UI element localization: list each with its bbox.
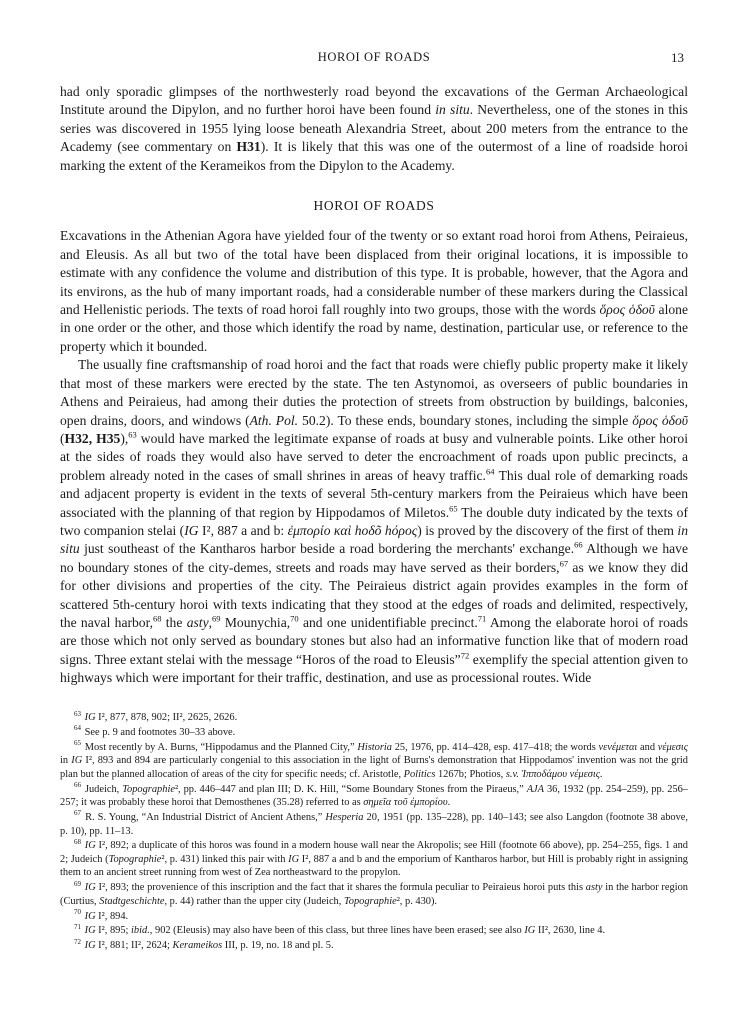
text-run: asty [186,614,209,630]
text-run: Politics [403,768,436,780]
text-run: H32, H35 [64,430,121,446]
footnote-number: 70 [74,908,81,917]
text-run: This dual role of demarking roads and adjacent property is evident in the texts of several 5th-century markers from the Peiraieus which have been associated with the planning of that region by Hippodamos of Miletos. [60,467,688,520]
text-run: ², p. 430). [396,895,438,907]
text-run: asty [585,882,603,894]
text-run: the [161,614,187,630]
footnote-ref: 64 [485,466,495,477]
footnote-ref: 72 [460,650,470,661]
text-run: ). It is likely that this was one of the outermost of a line of roadside horoi marking the extent of the Kerameikos from the Dipylon to the Academy. [60,139,688,173]
text-run: I², 892; a duplicate of this horos was found in a modern house wall near the Akropolis; see Hill (footnote 66 above), pp. 254–255, figs. 1 and 2; Judeich ( [60,840,688,865]
text-run: Historia [357,741,392,753]
text-run: . Nevertheless, one of the stones in this series was discovered in 1955 lying loose beneath Alexandria Street, about 200 meters from the entrance to the Academy (see commentary on [60,102,688,155]
footnote [60,881,688,908]
text-run: had only sporadic glimpses of the northwesterly road beyond the excavations of the German Archaeological Institute around the Dipylon, and no further horoi have been found [60,84,688,118]
text-run: in the harbor region (Curtius, [60,882,688,907]
text-run: 50.2). To these ends, boundary stones, including the simple [298,412,633,428]
footnote-number: 68 [74,837,81,846]
footnote-number: 69 [74,879,81,888]
text-run: I², 894. [95,910,129,922]
text-run: Mounychia, [220,614,291,630]
text-run: AJA [526,783,545,795]
text-run: in situ [60,522,688,557]
text-run: ἐμπορίο καὶ hoδõ hόρος [287,522,418,538]
text-run: R. S. Young, “An Industrial District of Ancient Athens,” [85,811,326,823]
text-run: ibid. [131,925,150,937]
footnote-number: 72 [74,937,81,946]
footnote-ref: 66 [574,539,583,550]
footnote [60,741,688,782]
text-run: as we know they did for other divisions and properties of the city. The Peiraieus district again provides examples in the form of scattered 5th-century horoi with texts indicating that they stood at the edges of roads and delimited, respectively, the naval harbor, [60,559,688,630]
footnote [60,939,688,953]
text-run: I², 895; [95,925,132,937]
text-run: , [208,614,213,630]
text-run: I², 893 and 894 are particularly congenial to this association in the light of Burns's demonstration that Hippodamos' invention was not the grid plan but the planned allocation of areas of the city for specific needs; cf. Aristotle, [60,755,688,780]
text-run: I², 881; II², 2624; [95,940,173,952]
text-run: H31 [236,139,261,155]
text-run: in situ [435,102,470,118]
text-run: II², 2630, line 4. [535,925,606,937]
text-run: I², 887 a and b and the emporium of Kantharos harbor, but Hill is probably right in assigning them to an ancient street running from west of Zea northeastward to the propylon. [60,853,688,879]
text-run: ( [60,430,65,446]
text-run: just southeast of the Kantharos harbor beside a road bordering the merchants' exchange. [79,541,575,557]
text-run: , 902 (Eleusis) may also have been of this class, but three lines have been erased; see also [149,925,525,937]
text-run: 1267b; Photios, [435,768,506,780]
text-run: alone in one order or the other, and those which identify the road by name, destination, particular use, or reference to the property which it bounded. [60,302,688,354]
text-run: . [447,797,451,809]
text-run: Hesperia [325,811,364,823]
text-run: ) is proved by the discovery of the first of them [417,522,678,538]
text-run: IG [84,712,96,723]
text-run: IG [84,940,96,952]
text-run: ὅρος ὁδοῦ [632,412,689,428]
text-run: νέμεσις [657,741,688,753]
text-run: would have marked the legitimate expanse of roads at busy and vulnerable points. Like other horoi at the sides of roads they would also have served to deter the encroachment of roads upon public precincts, a problem already noted in the cases of small shrines in areas of heavy traffic. [60,430,688,483]
footnote-number: 63 [74,709,81,718]
text-run: ², p. 431) linked this pair with [161,853,289,865]
text-run: Among the elaborate horoi of roads are those which not only served as boundary stones but also had an informative function like that of modern road signs. Three extant stelai with the message “Horos of the road to Eleusis” [60,614,688,667]
page-number: 13 [671,50,684,65]
text-run: The double duty indicated by the texts of two companion stelai ( [60,504,688,538]
text-run: IG [84,910,96,922]
text-run: Topographie [343,895,397,907]
text-run: Although we have no boundary stones of the city-demes, streets and roads may have served as their borders, [60,541,689,575]
footnote-ref: 68 [152,613,162,624]
paragraph-2 [60,356,688,687]
text-run: , p. 44) rather than the upper city (Judeich, [164,895,344,907]
text-run: IG [71,755,83,767]
footnote [60,726,688,740]
text-run: See p. 9 and footnotes 30–33 above. [84,726,236,738]
footnote-ref: 70 [290,613,299,624]
footnote [60,811,688,838]
paragraph-1 [60,227,688,356]
text-run: IG [524,925,536,937]
text-run: Topographie [122,783,175,795]
text-run: I², 887 a and b: [198,522,288,538]
text-run: The usually fine craftsmanship of road horoi and the fact that roads were chiefly public property make it likely that most of these markers were erected by the state. The ten Astynomoi, as overseers of public boundaries in Athens and Peiraieus, had among their duties the protection of streets from obstruction by buildings, balconies, open drains, doors, and windows ( [60,357,688,428]
text-run: I², 893; the provenience of this inscription and the fact that it shares the formula peculiar to Peiraieus horoi puts this [95,882,586,894]
body-text [60,83,688,688]
footnote-ref: 67 [559,558,569,569]
text-run: Kerameikos [172,940,223,952]
text-run: IG [84,840,96,852]
text-run: ὅρος ὁδοῦ [599,302,655,318]
text-run: ), [120,430,129,446]
text-run: Most recently by A. Burns, “Hippodamus and the Planned City,” [84,741,358,753]
footnote [60,924,688,938]
footnote [60,839,688,880]
footnote-number: 67 [74,809,81,818]
footnote-ref: 65 [449,503,458,513]
footnotes [60,711,688,954]
text-run: σημεῖα τοῦ ἐμπορίου [363,797,448,809]
footnote-number: 64 [74,724,81,733]
text-run: III, p. 19, no. 18 and pl. 5. [222,940,334,952]
text-run: Judeich, [84,783,123,795]
text-run: 25, 1976, pp. 414–428, esp. 417–418; the words [391,741,599,753]
intro-paragraph [60,83,688,175]
text-run: 36, 1932 (pp. 254–259), pp. 256–257; it was probably these horoi that Demosthenes (35.28) referred to as [60,783,688,809]
text-run: Topographie [108,853,162,865]
footnote [60,711,688,725]
footnote [60,910,688,924]
running-head [60,50,688,70]
footnote-ref: 71 [477,613,487,624]
text-run: IG [288,853,300,865]
text-run: Stadtgeschichte [99,895,165,907]
footnote-number: 65 [74,739,81,748]
text-run: ², pp. 446–447 and plan III; D. K. Hill, “Some Boundary Stones from the Piraeus,” [174,783,527,795]
text-run: 20, 1951 (pp. 135–228), pp. 140–143; see also Langdon (footnote 38 above, p. 10), pp. 11–13. [60,811,688,837]
running-head-title: HOROI OF ROADS [317,50,431,64]
text-run: exemplify the special attention given to highways which were important for their traffic, destination, and use as processional routes. Wide [60,651,688,686]
footnote-number: 66 [74,781,81,790]
text-run: s.v. [505,768,519,780]
footnote [60,783,688,810]
section-heading: HOROI OF ROADS [313,198,435,214]
text-run: IG [84,882,96,894]
text-run: I², 877, 878, 902; II², 2625, 2626. [95,712,238,723]
text-run: IG [84,925,96,937]
footnote-ref: 63 [128,429,137,440]
text-run: IG [184,522,199,538]
text-run: νενέμεται [598,741,638,753]
text-run: Ath. Pol. [249,412,299,428]
text-run: and [637,741,658,753]
text-run: in [60,755,72,767]
text-run: Ἱπποδάμου νέμεσις [521,768,600,780]
footnote-ref: 69 [212,613,221,624]
text-run: . [599,768,603,780]
text-run: Excavations in the Athenian Agora have yielded four of the twenty or so extant road horoi from Athens, Peiraieus, and Eleusis. As all but two of the total have been displaced from their original locations, it is impossible to estimate with any confidence the volume and distribution of this type. It is probable, however, that the Agora and its environs, as the hub of many important roads, had a considerable number of these markers during the Classical and Hellenistic periods. The texts of road horoi fall roughly into two groups, those with the words [60,228,688,318]
footnote-number: 71 [74,922,81,931]
text-run: and one unidentifiable precinct. [298,614,478,630]
